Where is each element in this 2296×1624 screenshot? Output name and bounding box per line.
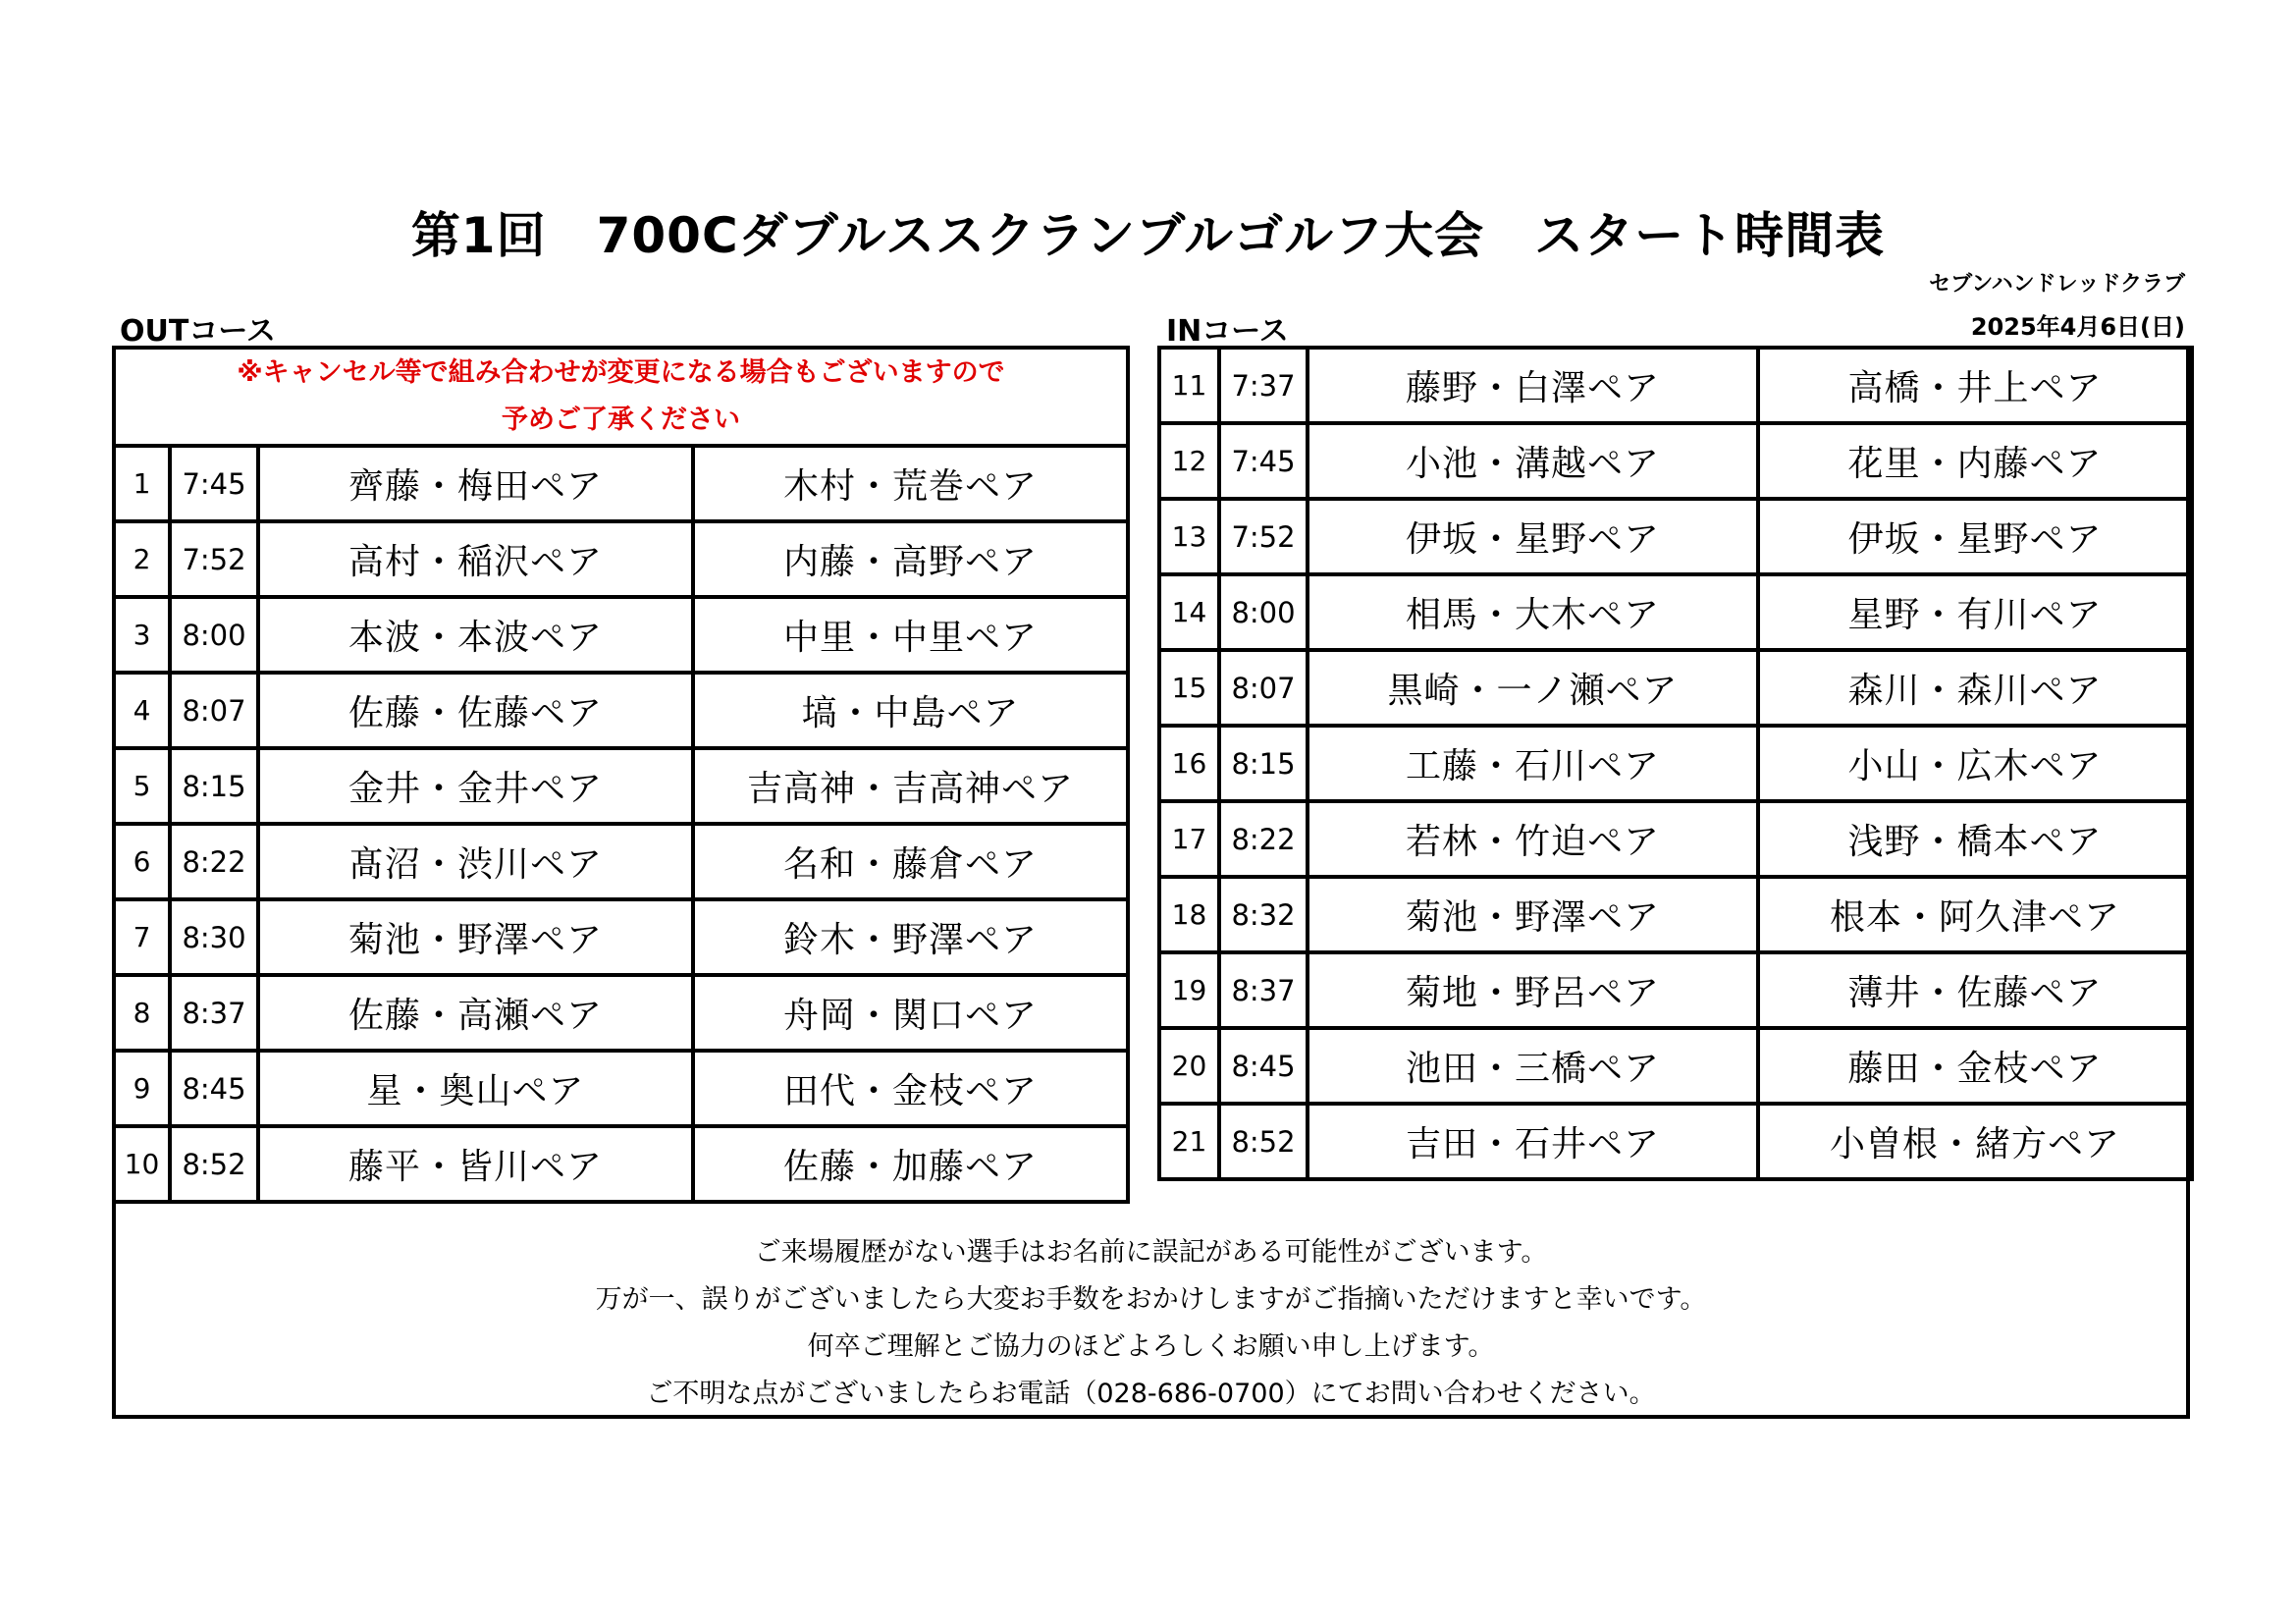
- schedule-row: [1159, 499, 2192, 574]
- group-number: 18: [1159, 877, 1219, 952]
- schedule-row: [114, 748, 1128, 824]
- start-time: 8:52: [1219, 1104, 1308, 1179]
- pair-a-name: 吉田・石井ペア: [1308, 1104, 1758, 1179]
- group-number: 19: [1159, 952, 1219, 1028]
- pair-a-name: 伊坂・星野ペア: [1308, 499, 1758, 574]
- out-course-label: OUTコース: [120, 314, 276, 349]
- pair-b-name: 中里・中里ペア: [693, 597, 1128, 673]
- pair-b-name: 小曽根・緒方ペア: [1758, 1104, 2192, 1179]
- start-time: 7:52: [1219, 499, 1308, 574]
- pair-a-name: 若林・竹迫ペア: [1308, 801, 1758, 877]
- start-time: 7:37: [1219, 348, 1308, 423]
- pair-b-name: 内藤・高野ペア: [693, 521, 1128, 597]
- group-number: 21: [1159, 1104, 1219, 1179]
- group-number: 14: [1159, 574, 1219, 650]
- group-number: 15: [1159, 650, 1219, 726]
- schedule-row: [114, 824, 1128, 899]
- group-number: 4: [114, 673, 170, 748]
- group-number: 1: [114, 446, 170, 521]
- page-title: 第1回 700Cダブルススクランブルゴルフ大会 スタート時間表: [410, 207, 1886, 264]
- start-time: 8:22: [170, 824, 258, 899]
- pair-b-name: 森川・森川ペア: [1758, 650, 2192, 726]
- start-time: 8:15: [170, 748, 258, 824]
- pair-b-name: 星野・有川ペア: [1758, 574, 2192, 650]
- pair-b-name: 根本・阿久津ペア: [1758, 877, 2192, 952]
- pair-a-name: 齊藤・梅田ペア: [258, 446, 693, 521]
- start-time: 8:45: [170, 1051, 258, 1126]
- footer-notes: [116, 1229, 2186, 1418]
- schedule-row: [1159, 877, 2192, 952]
- schedule-row: [1159, 1104, 2192, 1179]
- pair-a-name: 金井・金井ペア: [258, 748, 693, 824]
- group-number: 11: [1159, 348, 1219, 423]
- start-time: 8:32: [1219, 877, 1308, 952]
- pair-b-name: 木村・荒巻ペア: [693, 446, 1128, 521]
- group-number: 9: [114, 1051, 170, 1126]
- group-number: 5: [114, 748, 170, 824]
- in-course-table: [1157, 346, 2194, 1181]
- schedule-row: [1159, 1028, 2192, 1104]
- pair-a-name: 菊池・野澤ペア: [258, 899, 693, 975]
- pair-a-name: 星・奥山ペア: [258, 1051, 693, 1126]
- group-number: 16: [1159, 726, 1219, 801]
- start-time: 7:45: [170, 446, 258, 521]
- pair-a-name: 小池・溝越ペア: [1308, 423, 1758, 499]
- pair-a-name: 藤平・皆川ペア: [258, 1126, 693, 1202]
- cancellation-notice: [114, 348, 1128, 446]
- pair-b-name: 塙・中島ペア: [693, 673, 1128, 748]
- start-time: 8:45: [1219, 1028, 1308, 1104]
- group-number: 20: [1159, 1028, 1219, 1104]
- start-time: 8:00: [1219, 574, 1308, 650]
- pair-a-name: 池田・三橋ペア: [1308, 1028, 1758, 1104]
- start-time: 8:37: [1219, 952, 1308, 1028]
- out-course-table: [112, 346, 1130, 1204]
- start-time: 7:45: [1219, 423, 1308, 499]
- start-time: 8:15: [1219, 726, 1308, 801]
- start-time: 8:52: [170, 1126, 258, 1202]
- pair-b-name: 小山・広木ペア: [1758, 726, 2192, 801]
- group-number: 17: [1159, 801, 1219, 877]
- event-date: 2025年4月6日(日): [1970, 313, 2185, 341]
- group-number: 6: [114, 824, 170, 899]
- pair-b-name: 浅野・橋本ペア: [1758, 801, 2192, 877]
- schedule-row: [1159, 348, 2192, 423]
- start-time: 7:52: [170, 521, 258, 597]
- footer-line-4: ご不明な点がございましたらお電話（028-686-0700）にてお問い合わせください。: [646, 1379, 1656, 1409]
- group-number: 3: [114, 597, 170, 673]
- pair-a-name: 佐藤・高瀬ペア: [258, 975, 693, 1051]
- organizer-name: セブンハンドレッドクラブ: [1929, 272, 2185, 297]
- pair-b-name: 吉高神・吉高神ペア: [693, 748, 1128, 824]
- pair-a-name: 菊池・野澤ペア: [1308, 877, 1758, 952]
- pair-a-name: 菊地・野呂ペア: [1308, 952, 1758, 1028]
- pair-b-name: 藤田・金枝ペア: [1758, 1028, 2192, 1104]
- pair-a-name: 本波・本波ペア: [258, 597, 693, 673]
- start-time: 8:07: [170, 673, 258, 748]
- schedule-row: [114, 673, 1128, 748]
- schedule-row: [114, 446, 1128, 521]
- group-number: 2: [114, 521, 170, 597]
- pair-a-name: 髙沼・渋川ペア: [258, 824, 693, 899]
- start-time: 8:30: [170, 899, 258, 975]
- pair-b-name: 花里・内藤ペア: [1758, 423, 2192, 499]
- start-time: 8:37: [170, 975, 258, 1051]
- group-number: 13: [1159, 499, 1219, 574]
- pair-b-name: 伊坂・星野ペア: [1758, 499, 2192, 574]
- in-course-label: INコース: [1166, 314, 1289, 349]
- group-number: 8: [114, 975, 170, 1051]
- schedule-row: [114, 1126, 1128, 1202]
- schedule-row: [114, 521, 1128, 597]
- schedule-row: [1159, 801, 2192, 877]
- pair-b-name: 高橋・井上ペア: [1758, 348, 2192, 423]
- start-time: 8:00: [170, 597, 258, 673]
- pair-a-name: 黒崎・一ノ瀬ペア: [1308, 650, 1758, 726]
- pair-b-name: 田代・金枝ペア: [693, 1051, 1128, 1126]
- start-time: 8:07: [1219, 650, 1308, 726]
- pair-b-name: 佐藤・加藤ペア: [693, 1126, 1128, 1202]
- pair-a-name: 佐藤・佐藤ペア: [258, 673, 693, 748]
- footer-line-1: ご来場履歴がない選手はお名前に誤記がある可能性がございます。: [754, 1237, 1548, 1268]
- notice-line-1: ※キャンセル等で組み合わせが変更になる場合もございますので: [237, 357, 1005, 388]
- pair-b-name: 名和・藤倉ペア: [693, 824, 1128, 899]
- schedule-row: [1159, 726, 2192, 801]
- group-number: 7: [114, 899, 170, 975]
- pair-b-name: 舟岡・関口ペア: [693, 975, 1128, 1051]
- schedule-row: [114, 1051, 1128, 1126]
- schedule-row: [1159, 423, 2192, 499]
- pair-b-name: 鈴木・野澤ペア: [693, 899, 1128, 975]
- pair-a-name: 藤野・白澤ペア: [1308, 348, 1758, 423]
- notice-line-2: 予めご了承ください: [502, 405, 740, 435]
- group-number: 12: [1159, 423, 1219, 499]
- notice-row: [114, 348, 1128, 446]
- pair-a-name: 高村・稲沢ペア: [258, 521, 693, 597]
- start-time: 8:22: [1219, 801, 1308, 877]
- footer-line-3: 何卒ご理解とご協力のほどよろしくお願い申し上げます。: [807, 1331, 1495, 1362]
- pair-a-name: 相馬・大木ペア: [1308, 574, 1758, 650]
- schedule-row: [114, 899, 1128, 975]
- pair-a-name: 工藤・石川ペア: [1308, 726, 1758, 801]
- schedule-row: [1159, 650, 2192, 726]
- footer-line-2: 万が一、誤りがございましたら大変お手数をおかけしますがご指摘いただけますと幸いです。: [595, 1284, 1707, 1315]
- schedule-row: [114, 975, 1128, 1051]
- group-number: 10: [114, 1126, 170, 1202]
- schedule-row: [1159, 574, 2192, 650]
- schedule-row: [114, 597, 1128, 673]
- pair-b-name: 薄井・佐藤ペア: [1758, 952, 2192, 1028]
- schedule-row: [1159, 952, 2192, 1028]
